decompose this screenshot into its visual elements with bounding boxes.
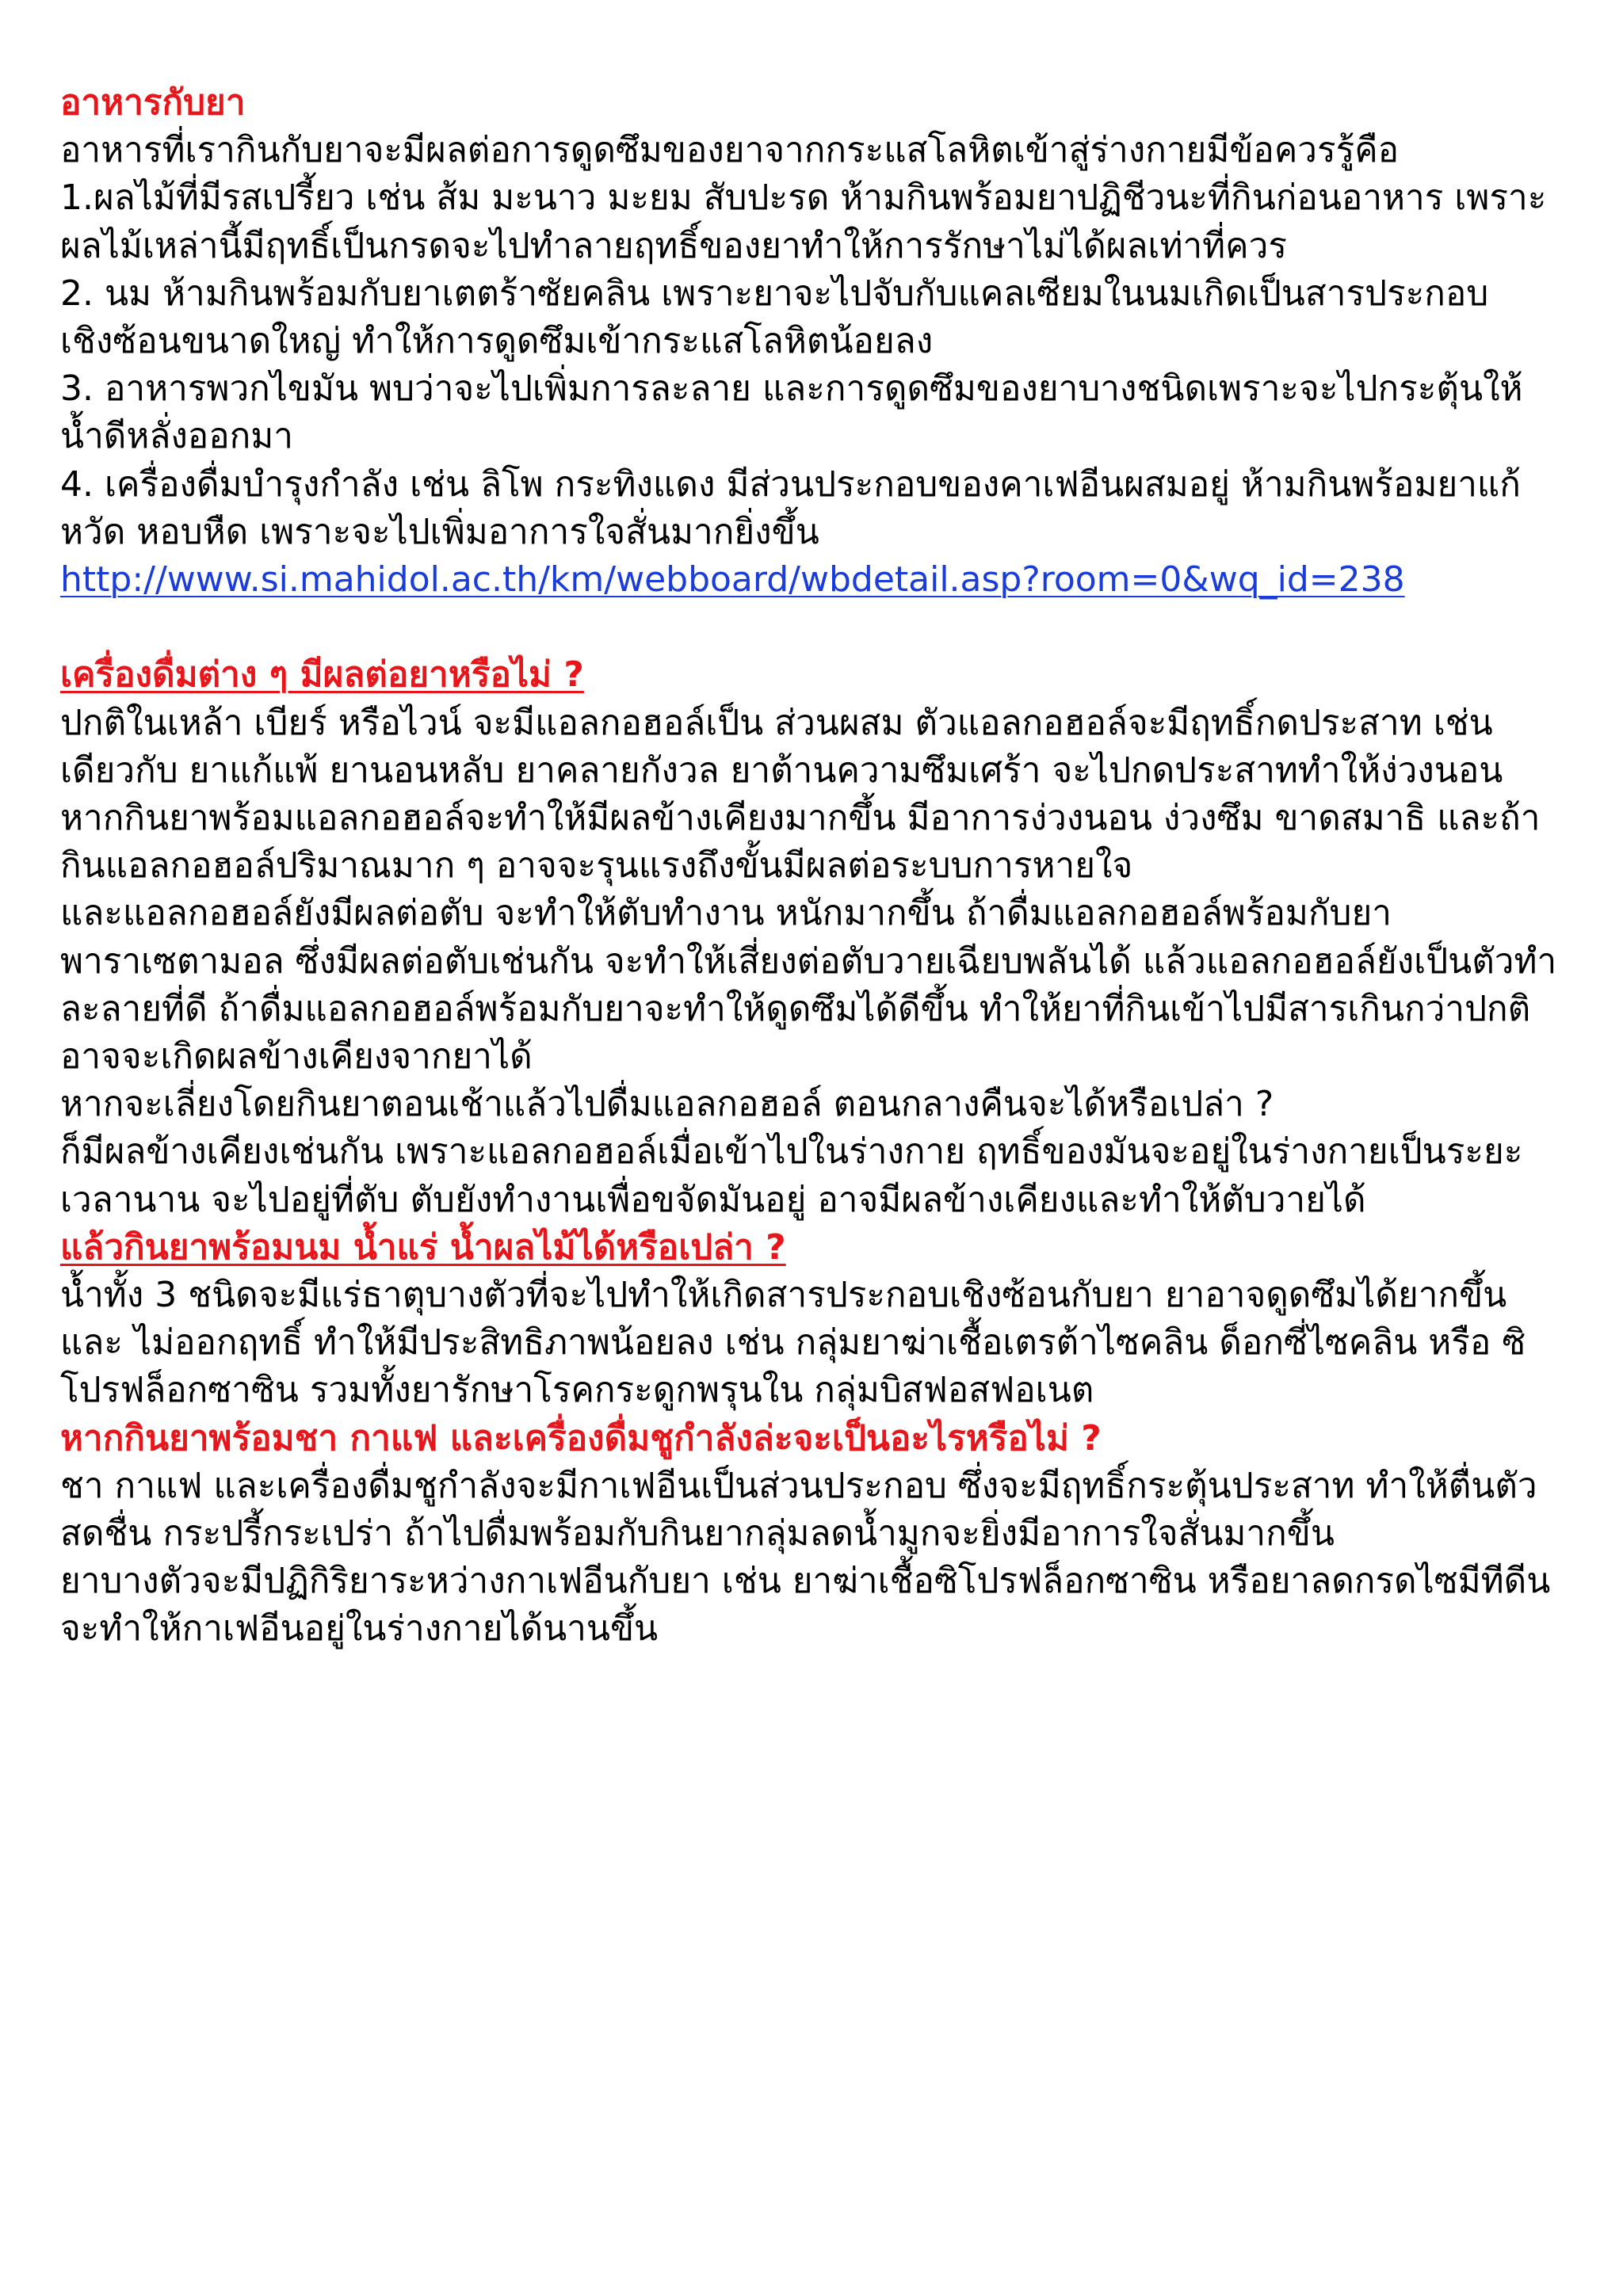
- section-title-food-and-drugs: อาหารกับยา: [60, 82, 246, 123]
- food-drug-item-3: 3. อาหารพวกไขมัน พบว่าจะไปเพิ่มการละลาย และการดูดซึมของยาบางชนิดเพราะจะไปกระตุ้นให้น้ำดีหลั่งออกมา: [60, 368, 1523, 457]
- food-drug-item-2: 2. นม ห้ามกินพร้อมกับยาเตตร้าซัยคลิน เพราะยาจะไปจับกับแคลเซียมในนมเกิดเป็นสารประกอบเชิงซ้อนขนาดใหญ่ ทำให้การดูดซึมเข้ากระแสโลหิตน้อยลง: [60, 273, 1489, 362]
- section-title-tea-coffee-energy-drinks: หากกินยาพร้อมชา กาแฟ และเครื่องดื่มชูกำลังล่ะจะเป็นอะไรหรือไม่ ?: [60, 1417, 1102, 1459]
- food-drug-intro: อาหารที่เรากินกับยาจะมีผลต่อการดูดซึมของยาจากกระแสโลหิตเข้าสู่ร่างกายมีข้อควรรู้คือ: [60, 130, 1400, 171]
- alcohol-question: หากจะเลี่ยงโดยกินยาตอนเช้าแล้วไปดื่มแอลกอฮอล์ ตอนกลางคืนจะได้หรือเปล่า ?: [60, 1084, 1274, 1125]
- caffeine-paragraph-2: ยาบางตัวจะมีปฏิกิริยาระหว่างกาเฟอีนกับยา เช่น ยาฆ่าเชื้อซิโปรฟล็อกซาซิน หรือยาลดกรดไซมีทีดีนจะทำให้กาเฟอีนอยู่ในร่างกายได้นานขึ้น: [60, 1561, 1551, 1650]
- section-title-beverages: เครื่องดื่มต่าง ๆ มีผลต่อยาหรือไม่ ?: [60, 654, 584, 696]
- caffeine-paragraph-1: ชา กาแฟ และเครื่องดื่มชูกำลังจะมีกาเฟอีนเป็นส่วนประกอบ ซึ่งจะมีฤทธิ์กระตุ้นประสาท ทำให้ตื่นตัว สดชื่น กระปรี้กระเปร่า ถ้าไปดื่มพร้อมกับกินยากลุ่มลดน้ำมูกจะยิ่งมีอาการใจสั่นมากขึ้น: [60, 1465, 1537, 1554]
- alcohol-paragraph-2: และแอลกอฮอล์ยังมีผลต่อตับ จะทำให้ตับทำงาน หนักมากขึ้น ถ้าดื่มแอลกอฮอล์พร้อมกับยาพาราเซตามอล ซึ่งมีผลต่อตับเช่นกัน จะทำให้เสี่ยงต่อตับวายเฉียบพลันได้ แล้วแอลกอฮอล์ยังเป็นตัวทำละลายที่ดี ถ้าดื่มแอลกอฮอล์พร้อมกับยาจะทำให้ดูดซึมได้ดีขึ้น ทำให้ยาที่กินเข้าไปมีสารเกินกว่าปกติ อาจจะเกิดผลข้างเคียงจากยาได้: [60, 893, 1557, 1077]
- milk-water-juice-paragraph: น้ำทั้ง 3 ชนิดจะมีแร่ธาตุบางตัวที่จะไปทำให้เกิดสารประกอบเชิงซ้อนกับยา ยาอาจดูดซึมได้ยากขึ้นและ ไม่ออกฤทธิ์ ทำให้มีประสิทธิภาพน้อยลง เช่น กลุ่มยาฆ่าเชื้อเตรต้าไซคลิน ด็อกซี่ไซคลิน หรือ ซิโปรฟล็อกซาซิน รวมทั้งยารักษาโรคกระดูกพรุนใน กลุ่มบิสฟอสฟอเนต: [60, 1275, 1526, 1411]
- alcohol-paragraph-1: ปกติในเหล้า เบียร์ หรือไวน์ จะมีแอลกอฮอล์เป็น ส่วนผสม ตัวแอลกอฮอล์จะมีฤทธิ์กดประสาท เช่นเดียวกับ ยาแก้แพ้ ยานอนหลับ ยาคลายกังวล ยาต้านความซึมเศร้า จะไปกดประสาททำให้ง่วงนอน หากกินยาพร้อมแอลกอฮอล์จะทำให้มีผลข้างเคียงมากขึ้น มีอาการง่วงนอน ง่วงซึม ขาดสมาธิ และถ้ากินแอลกอฮอล์ปริมาณมาก ๆ อาจจะรุนแรงถึงขั้นมีผลต่อระบบการหายใจ: [60, 702, 1541, 887]
- blank-line: [60, 604, 1566, 651]
- document-page: [60, 79, 1566, 1653]
- alcohol-paragraph-3: ก็มีผลข้างเคียงเช่นกัน เพราะแอลกอฮอล์เมื่อเข้าไปในร่างกาย ฤทธิ์ของมันจะอยู่ในร่างกายเป็นระยะเวลานาน จะไปอยู่ที่ตับ ตับยังทำงานเพื่อขจัดมันอยู่ อาจมีผลข้างเคียงและทำให้ตับวายได้: [60, 1131, 1523, 1220]
- food-drug-item-1: 1.ผลไม้ที่มีรสเปรี้ยว เช่น ส้ม มะนาว มะยม สับปะรด ห้ามกินพร้อมยาปฏิชีวนะที่กินก่อนอาหาร เพราะผลไม้เหล่านี้มีฤทธิ์เป็นกรดจะไปทำลายฤทธิ์ของยาทำให้การรักษาไม่ได้ผลเท่าที่ควร: [60, 177, 1547, 266]
- section-title-milk-mineral-water-juice: แล้วกินยาพร้อมนม น้ำแร่ น้ำผลไม้ได้หรือเปล่า ?: [60, 1226, 786, 1268]
- source-link[interactable]: http://www.si.mahidol.ac.th/km/webboard/wbdetail.asp?room=0&wq_id=238: [60, 559, 1405, 601]
- food-drug-item-4: 4. เครื่องดื่มบำรุงกำลัง เช่น ลิโพ กระทิงแดง มีส่วนประกอบของคาเฟอีนผสมอยู่ ห้ามกินพร้อมยาแก้หวัด หอบหืด เพราะจะไปเพิ่มอาการใจสั่นมากยิ่งขึ้น: [60, 463, 1521, 552]
